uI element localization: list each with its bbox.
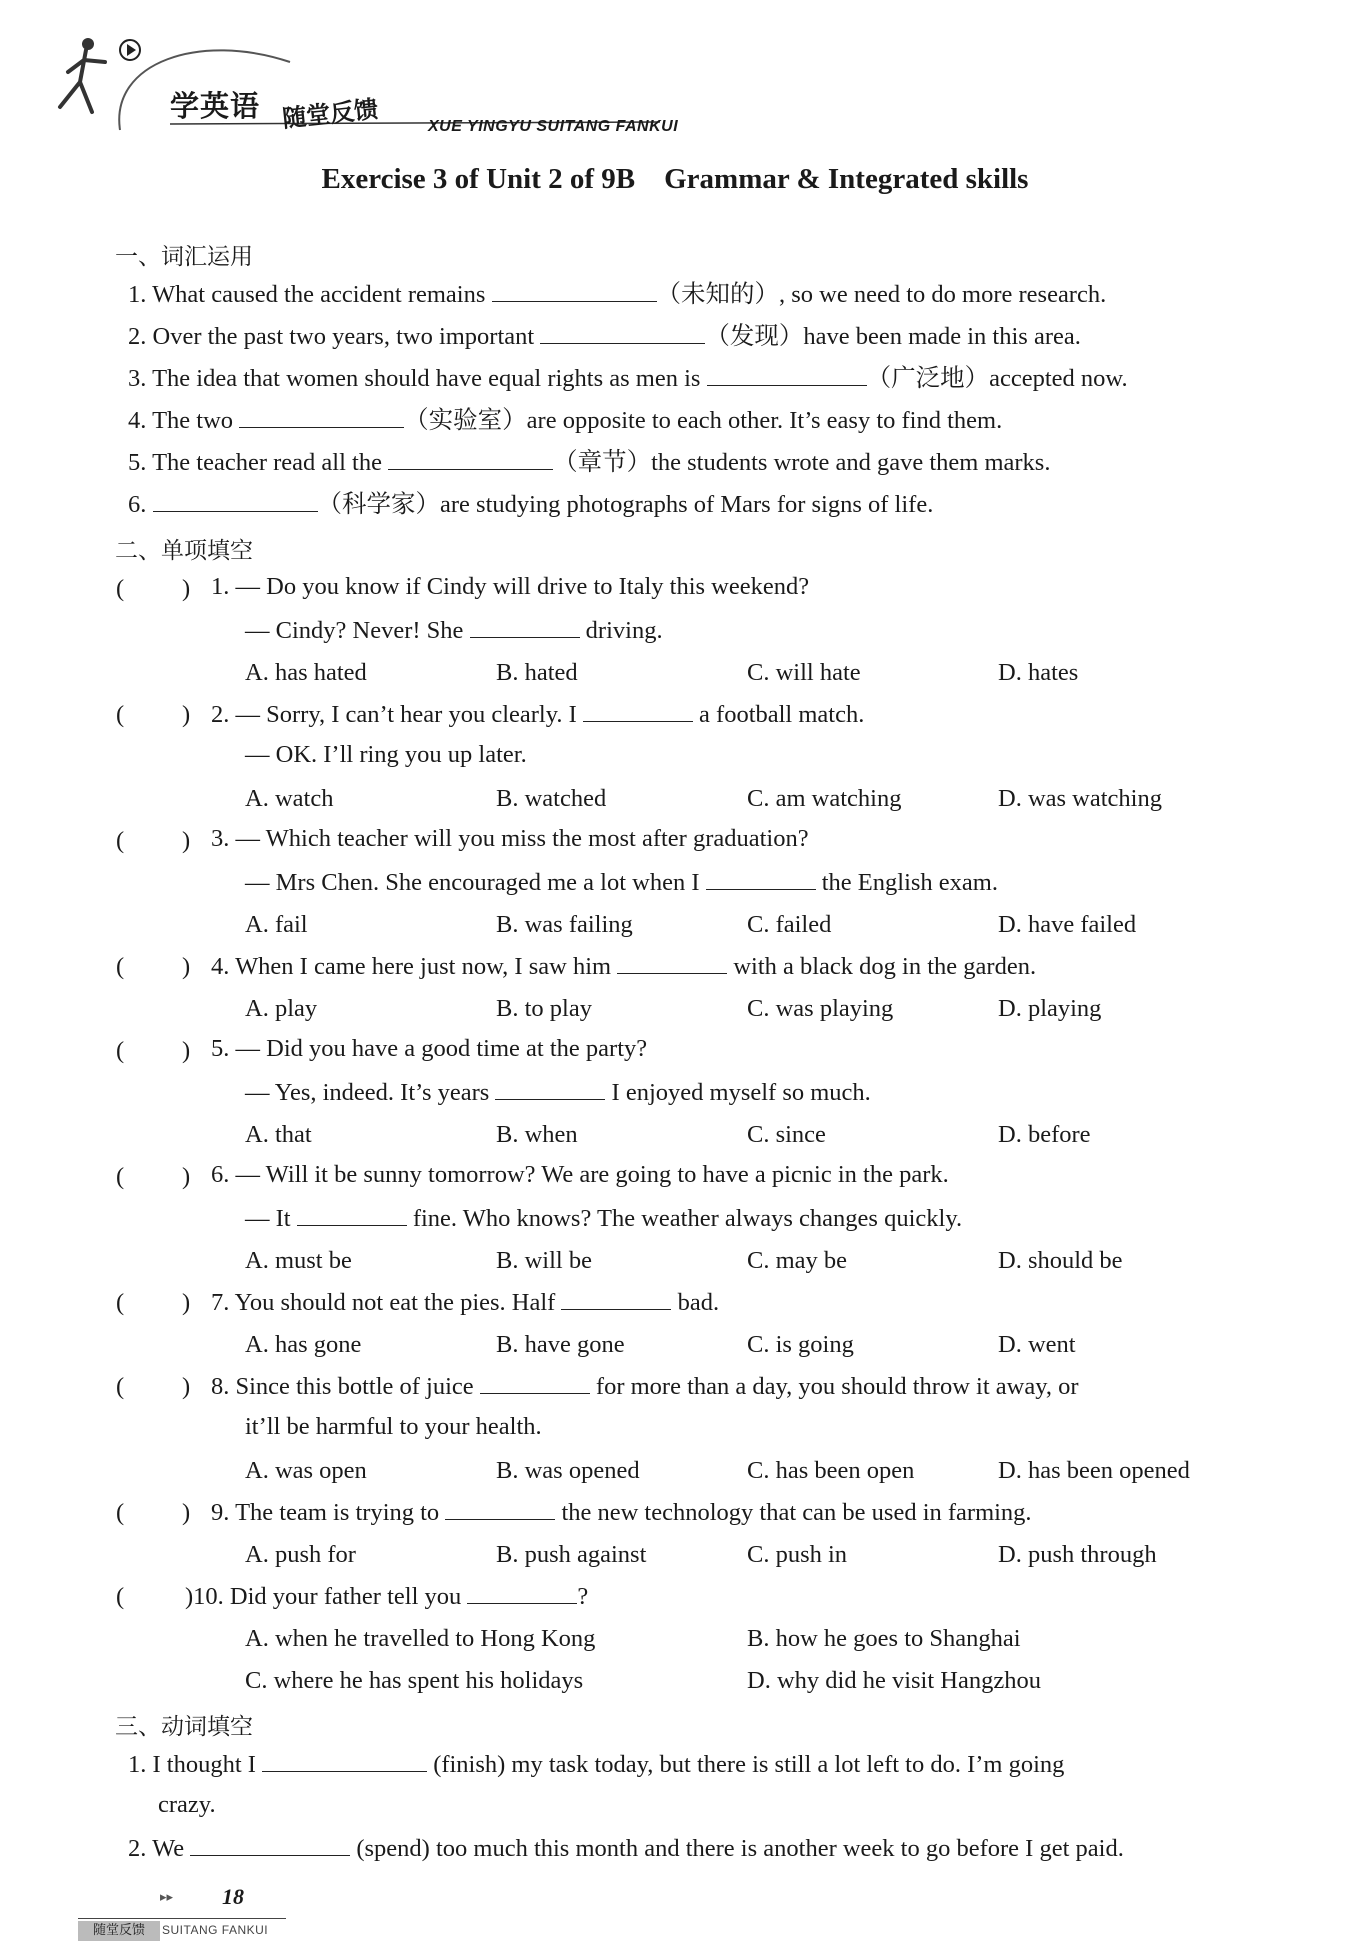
verb-item-1-continued: crazy. [158,1791,216,1818]
question-4-option-c[interactable]: C. was playing [747,995,894,1022]
question-6-option-b[interactable]: B. will be [496,1247,592,1274]
question-3-line-2: — Mrs Chen. She encouraged me a lot when I the English exam. [245,869,998,896]
question-2-option-a[interactable]: A. watch [245,785,334,812]
answer-paren-open: ( [116,1499,125,1526]
question-4-line-1: 4. When I came here just now, I saw him with a black dog in the garden. [211,953,1037,980]
answer-paren-open: ( [116,1373,125,1400]
answer-paren-open: ( [116,827,125,854]
question-9-option-b[interactable]: B. push against [496,1541,647,1568]
vocab-item-5: 5. The teacher read all the （章节）the students wrote and gave them marks. [128,449,1051,476]
verb-item-2: 2. We (spend) too much this month and there is another week to go before I get paid. [128,1835,1124,1862]
answer-blank[interactable] [470,617,580,638]
question-7-option-a[interactable]: A. has gone [245,1331,362,1358]
section-heading-multiple-choice: 二、单项填空 [115,538,253,564]
question-7-option-c[interactable]: C. is going [747,1331,854,1358]
question-1-option-d[interactable]: D. hates [998,659,1079,686]
title-topic: Grammar & Integrated skills [664,163,1029,195]
question-6-option-a[interactable]: A. must be [245,1247,352,1274]
question-10-option-c[interactable]: C. where he has spent his holidays [245,1667,584,1694]
answer-paren-close: ) [182,701,191,728]
question-5-option-b[interactable]: B. when [496,1121,578,1148]
answer-blank[interactable] [445,1499,555,1520]
answer-blank[interactable] [706,869,816,890]
answer-paren-open: ( [116,1583,125,1610]
answer-paren-close: ) [182,1163,191,1190]
answer-paren-open: ( [116,575,125,602]
verb-item-1: 1. I thought I (finish) my task today, but there is still a lot left to do. I’m going [128,1751,1065,1778]
answer-blank[interactable] [239,407,404,428]
question-10-option-a[interactable]: A. when he travelled to Hong Kong [245,1625,596,1652]
page-number: 18 [222,1884,244,1909]
section-heading-verb-fill: 三、动词填空 [115,1714,253,1740]
answer-blank[interactable] [388,449,553,470]
question-7-option-b[interactable]: B. have gone [496,1331,625,1358]
footer-subtitle: SUITANG FANKUI [162,1923,269,1937]
title-exercise: Exercise 3 of Unit 2 of 9B [321,163,636,195]
answer-paren-close: ) [182,1289,191,1316]
question-2-option-d[interactable]: D. was watching [998,785,1162,812]
answer-blank[interactable] [262,1751,427,1772]
question-1-line-2: — Cindy? Never! She driving. [245,617,663,644]
answer-paren-close: ) [182,953,191,980]
answer-blank[interactable] [467,1583,577,1604]
question-4-option-a[interactable]: A. play [245,995,318,1022]
answer-paren-open: ( [116,701,125,728]
question-9-line-1: 9. The team is trying to the new technology that can be used in farming. [211,1499,1032,1526]
question-3-option-d[interactable]: D. have failed [998,911,1137,938]
question-1-line-1: 1. — Do you know if Cindy will drive to Italy this weekend? [211,573,810,600]
answer-blank[interactable] [495,1079,605,1100]
question-10-option-d[interactable]: D. why did he visit Hangzhou [747,1667,1041,1694]
question-9-option-a[interactable]: A. push for [245,1541,356,1568]
answer-paren-close: ) [182,1373,191,1400]
answer-blank[interactable] [583,701,693,722]
question-2-option-c[interactable]: C. am watching [747,785,902,812]
answer-blank[interactable] [540,323,705,344]
question-3-option-a[interactable]: A. fail [245,911,308,938]
section-heading-vocabulary: 一、词汇运用 [115,244,253,270]
question-9-option-d[interactable]: D. push through [998,1541,1157,1568]
header-brand-cn-script: 随堂反馈 [281,95,380,133]
question-10-option-b[interactable]: B. how he goes to Shanghai [747,1625,1021,1652]
answer-blank[interactable] [153,491,318,512]
question-5-line-1: 5. — Did you have a good time at the party? [211,1035,648,1062]
vocab-item-3: 3. The idea that women should have equal rights as men is （广泛地）accepted now. [128,365,1128,392]
question-5-line-2: — Yes, indeed. It’s years I enjoyed myself so much. [245,1079,871,1106]
answer-blank[interactable] [617,953,727,974]
question-7-option-d[interactable]: D. went [998,1331,1076,1358]
page-title [0,163,1350,196]
answer-paren-close: ) [182,827,191,854]
answer-paren-open: ( [116,1289,125,1316]
question-6-option-c[interactable]: C. may be [747,1247,848,1274]
answer-blank[interactable] [561,1289,671,1310]
question-9-option-c[interactable]: C. push in [747,1541,848,1568]
question-1-option-b[interactable]: B. hated [496,659,578,686]
question-5-option-c[interactable]: C. since [747,1121,826,1148]
question-8-option-b[interactable]: B. was opened [496,1457,640,1484]
question-1-option-a[interactable]: A. has hated [245,659,367,686]
footer-arrow-icon: ▸▸ [160,1890,174,1905]
question-5-option-d[interactable]: D. before [998,1121,1091,1148]
answer-paren-open: ( [116,953,125,980]
header-brand-cn: 学英语 [170,89,261,123]
answer-paren-close: ) [182,1499,191,1526]
footer-divider [78,1918,286,1919]
question-8-option-a[interactable]: A. was open [245,1457,367,1484]
question-4-option-b[interactable]: B. to play [496,995,592,1022]
answer-paren-close: ) [182,1037,191,1064]
question-8-line-1: 8. Since this bottle of juice for more than a day, you should throw it away, or [211,1373,1079,1400]
question-4-option-d[interactable]: D. playing [998,995,1102,1022]
answer-blank[interactable] [297,1205,407,1226]
question-10-line-1: )10. Did your father tell you ? [185,1583,589,1610]
footer-badge: 随堂反馈 [78,1921,160,1941]
question-3-line-1: 3. — Which teacher will you miss the most after graduation? [211,825,809,852]
vocab-item-4: 4. The two （实验室）are opposite to each other. It’s easy to find them. [128,407,1003,434]
answer-blank[interactable] [480,1373,590,1394]
question-6-option-d[interactable]: D. should be [998,1247,1123,1274]
question-5-option-a[interactable]: A. that [245,1121,312,1148]
question-2-line-2: — OK. I’ll ring you up later. [245,741,527,768]
question-8-line-2: it’ll be harmful to your health. [245,1413,542,1440]
question-2-line-1: 2. — Sorry, I can’t hear you clearly. I a football match. [211,701,865,728]
answer-paren-open: ( [116,1163,125,1190]
answer-blank[interactable] [190,1835,350,1856]
question-1-option-c[interactable]: C. will hate [747,659,861,686]
vocab-item-1: 1. What caused the accident remains （未知的）, so we need to do more research. [128,281,1107,308]
question-3-option-b[interactable]: B. was failing [496,911,633,938]
question-8-option-c[interactable]: C. has been open [747,1457,915,1484]
question-6-line-2: — It fine. Who knows? The weather always changes quickly. [245,1205,963,1232]
answer-blank[interactable] [492,281,657,302]
vocab-item-6: 6. （科学家）are studying photographs of Mars for signs of life. [128,491,934,518]
question-7-line-1: 7. You should not eat the pies. Half bad. [211,1289,720,1316]
question-6-line-1: 6. — Will it be sunny tomorrow? We are going to have a picnic in the park. [211,1161,949,1188]
answer-blank[interactable] [707,365,867,386]
answer-paren-open: ( [116,1037,125,1064]
answer-paren-close: ) [182,575,191,602]
question-2-option-b[interactable]: B. watched [496,785,607,812]
vocab-item-2: 2. Over the past two years, two important （发现）have been made in this area. [128,323,1081,350]
question-3-option-c[interactable]: C. failed [747,911,832,938]
page-header [50,22,690,135]
question-8-option-d[interactable]: D. has been opened [998,1457,1190,1484]
header-brand-pinyin: XUE YINGYU SUITANG FANKUI [428,118,679,135]
